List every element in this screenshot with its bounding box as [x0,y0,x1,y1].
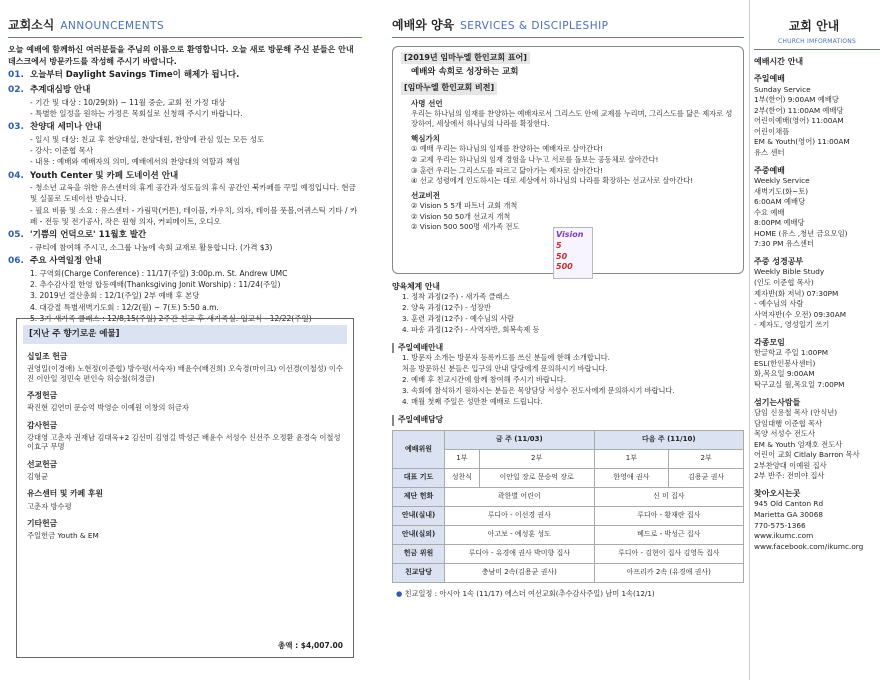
duty-row [393,468,744,487]
info-line: 2부 반주: 전미야 집사 [754,471,825,481]
announcement-title-row [8,85,362,97]
info-line: 새벽기도(화~토) [754,186,809,196]
info-heading-en: Sunday Service [754,84,811,94]
next-week-header: 다음 주 (11/10) [594,430,743,449]
duty-cell: 베드로 - 박성근 집사 [594,525,743,544]
core-values-list [401,144,735,187]
mission-label: 사명 선언 [411,98,443,108]
info-line: 사역자반(수 오전) 09:30AM [754,309,846,319]
growth-list [392,292,744,335]
duty-cell: 신 미 집사 [594,487,743,506]
fellowship-text: 친교일정 : 아시아 1속 (11/17) 에스더 여선교회(추수감사주일) 남미 1속(12/1) [404,588,655,598]
offerings-list [17,352,353,541]
info-line: EM & Youth(영어) 11:00AM [754,137,850,147]
offering-group [17,421,353,452]
duty-cell: 루디아 - 황재란 집사 [594,506,743,525]
announcement-line: - 큐티에 참여해 주시고, 소그룹 나눔에 속회 교재로 활용합니다. (가격 $3) [30,242,273,252]
growth-step: 1. 정착 과정(2주) - 새가족 클래스 [402,292,510,302]
duty-cell: 아고보 - 예성훈 성도 [445,525,594,544]
info-line: 담임대행 이준협 목사 [754,418,823,428]
announcement-line: - 기간 및 대상 : 10/29(화) ~ 11월 중순, 교회 전 가정 대상 [30,97,226,107]
info-line: 7:30 PM 유스센터 [754,239,814,249]
mission-text: 우리는 하나님의 임재를 찬양하는 예배자로서 그리스도 안에 교제를 누리며, 그리스도를 닮은 제자로 성장하여, 세상에서 하나님의 나라를 확장한다. [411,108,733,129]
growth-step: 2. 양육 과정(12주) - 성장반 [402,302,491,312]
duty-row [393,544,744,563]
services-column [392,0,744,680]
announcement-title: '기쁨의 언덕으로' 11월호 발간 [30,230,147,241]
offering-names: 권영일(이경애) 노현정(이준협) 방수평(서숙자) 배윤수(배진희) 오숙경(마이크) 이선경(이철성) 이수진 이안일 정민숙 편인숙 허승철(허경금) [27,364,343,383]
info-heading: 주중예배 [754,165,785,175]
info-block [754,338,880,391]
announcement-line: 2. 추수감사절 한영 합동예배(Thanksgiving Jonit Worship) : 11/24(주일) [30,280,281,290]
announcement-title-row [8,256,362,268]
vision-item: ② Vision 5 5개 파트너 교회 개척 [411,200,518,210]
guide-list [392,353,744,407]
info-block [754,74,880,158]
service-header: 1부 [445,449,480,468]
bullet-icon: ● [396,588,405,598]
guide-label: 주일예배안내 [392,343,744,353]
offering-group [17,460,353,482]
church-info-header [754,0,880,38]
duty-role: 헌금 위원 [393,544,445,563]
offering-names: 곽진현 김연미 문승억 박영순 이예원 이창의 허금자 [27,403,189,413]
core-value: ② 교제 우리는 하나님의 임재 경험을 나누고 서로를 돌보는 공동체로 살아간다! [411,154,659,164]
vision-badge-text: 500 [556,262,573,272]
duty-row [393,563,744,582]
offering-label: 감사헌금 [27,420,58,430]
info-line: 제자반(화 저녁) 07:30PM [754,288,839,298]
duty-label: 주일예배담당 [392,415,744,425]
info-heading: 각종모임 [754,337,785,347]
info-line: 어린이 교회 Citlaly Barron 목사 [754,450,860,460]
guide-item: 1. 방문자 소개는 방문자 등록카드를 쓰신 분들에 한해 소개합니다. [402,353,610,363]
announcement-title: 주요 사역일정 안내 [30,256,102,267]
service-header: 2부 [669,449,744,468]
church-info-subtitle: CHURCH IMFORMATIONS [754,38,880,50]
announcement-title-row [8,122,362,134]
info-line: ESL(한인봉사센터) [754,358,816,368]
church-info-column [749,0,880,680]
announcement-number: 05. [8,230,24,241]
guide-item: 3. 속회에 참석하기 원하시는 분들은 목양담당 서성수 전도사에게 문의하시기 바랍니다. [402,385,675,395]
announcement-item [8,171,362,228]
duty-role: 친교담당 [393,563,445,582]
info-line: 770-575-1366 [754,520,806,530]
info-heading: 섬기는사람들 [754,397,801,407]
announcement-title: Youth Center 및 카페 도네이션 안내 [30,170,179,181]
info-line: 1부(한어) 9:00AM 예배당 [754,95,839,105]
offering-group [17,489,353,511]
info-heading-en: Weekly Service [754,176,810,186]
duty-role: 대표 기도 [393,468,445,487]
welcome-text: 오늘 예배에 함께하신 여러분들을 주님의 이름으로 환영합니다. 오늘 새로 방문해 주신 분들은 안내 데스크에서 방문카드를 작성해 주시기 바랍니다. [8,45,354,66]
info-line: 수요 예배 [754,207,785,217]
info-block [754,398,880,482]
core-value: ③ 훈련 우리는 그리스도를 따르고 닮아가는 제자로 살아간다! [411,165,603,175]
announcements-column [0,0,370,680]
announcement-item [8,230,362,253]
info-heading: 주일예배 [754,74,785,84]
offering-group [17,519,353,541]
offering-names: 주일헌금 Youth & EM [27,531,99,541]
info-line: (인도 이준협 목사) [754,278,814,288]
info-line: 어린이채플 [754,126,790,136]
guide-item: 2. 예배 후 친교시간에 함께 참여해 주시기 바랍니다. [402,375,566,385]
vision-item: ② Vision 500 500명 새가족 전도 [411,222,520,232]
duty-role: 안내(실외) [393,525,445,544]
announcement-number: 02. [8,84,24,95]
info-block [754,257,880,331]
announcement-title-row [8,171,362,183]
guide-item: 4. 매월 첫째 주일은 성만찬 예배로 드립니다. [402,396,543,406]
announcement-line: - 필요 비품 및 소요 : 유스센터 - 가림막(커튼), 테이블, 카우치, 의자, 테이블 풋볼,어퀴스틱 기타 / 카페 - 전등 및 전기공사, 작은 원형 의자, 커피메이트, 오디오 [30,205,358,226]
announcements-title-ko: 교회소식 [8,18,55,33]
announcement-line: 3. 2019년 결산총회 : 12/1(주일) 2부 예배 후 본당 [30,291,200,301]
announcement-item [8,256,362,324]
duty-cell: 한영애 권사 [594,468,669,487]
core-values-label: 핵심가치 [411,134,440,144]
services-header [392,0,744,38]
duty-rows [393,468,744,582]
offerings-title: [지난 주 향기로운 예물] [23,325,347,344]
church-info-title: 교회 안내 [788,19,840,34]
announcement-title: 추계대심방 안내 [30,84,91,95]
vision-badge-text: Vision [556,230,584,239]
announcement-list [8,70,362,324]
offering-names: 김형균 [27,471,49,481]
growth-step: 4. 파송 과정(12주) - 사역자반, 회복속제 등 [402,324,540,334]
vision-item: ② Vision 50 50개 선교지 개척 [411,211,511,221]
motto-text: 예배와 속회로 성장하는 교회 [411,67,519,78]
info-line: HOME (유스 ,청년 금요모임) [754,228,848,238]
info-line: 탁구교실 월,목요일 7:00PM [754,380,845,390]
service-header: 1부 [594,449,669,468]
info-line: www.facebook.com/ikumc.org [754,541,864,551]
service-times-label: 예배시간 안내 [754,56,804,66]
this-week-header: 금 주 (11/03) [445,430,594,449]
announcement-line: 5. 3기 새가족 클래스 : 12/8,15(주일) 2주간 친교 후 새가족실. 입교식 - 12/22(주일) [30,313,312,323]
duty-cell: 충남미 2속(김용균 권사) [445,563,594,582]
vision-heading: [임마누엘 한인교회 비전] [401,82,497,94]
offering-label: 기타헌금 [27,519,58,529]
announcement-line: - 특별한 일정을 원하는 가정은 목회실로 신청해 주시기 바랍니다. [30,108,243,118]
announcements-header [8,0,362,38]
announcement-item [8,85,362,119]
duty-cell: 곽한별 어린이 [445,487,594,506]
info-line: 945 Old Canton Rd [754,499,824,509]
announcement-item [8,122,362,167]
info-heading-en: Weekly Bible Study [754,267,825,277]
duty-cell: 루디아 - 이선경 권사 [445,506,594,525]
offering-label: 주정헌금 [27,391,58,401]
info-line: 어린이예배(영어) 11:00AM [754,116,844,126]
announcement-line: 1. 구역회(Charge Conference) : 11/17(주일) 3:00p.m. St. Andrew UMC [30,268,288,278]
announcement-line: - 강사: 이준협 목사 [30,146,94,155]
core-value: ① 예배 우리는 하나님의 임재를 찬양하는 예배자로 살아간다! [411,143,603,153]
offering-group [17,352,353,383]
vision-badge-text: 5 [556,240,562,250]
vision-badge-text: 50 [556,251,568,261]
announcement-number: 03. [8,122,24,133]
duty-cell: 이안일 장로 문승억 장로 [479,468,594,487]
offering-names: 고춘자 방수평 [27,501,72,511]
info-line: - 제자도, 영성일기 쓰기 [754,320,830,330]
offering-names: 강대영 고춘자 권재남 김대욱+2 김선미 김영길 박성근 배윤수 서성수 신선주 오정환 윤경숙 이철성 이효구 무명 [27,432,341,452]
info-line: 화,목요일 9:00AM [754,369,815,379]
offering-group [17,391,353,413]
info-heading: 주중 성경공부 [754,257,804,267]
announcement-title: 오늘부터 Daylight Savings Time이 해제가 됩니다. [30,70,240,81]
services-title-en: SERVICES & DISCIPLESHIP [460,20,609,33]
announcement-title: 찬양대 세미나 안내 [30,122,102,133]
info-line: www.ikumc.com [754,531,814,541]
announcement-line: - 일시 및 대상: 친교 후 찬양대실, 찬양대원, 찬양에 관심 있는 모든 성도 [30,134,265,144]
duty-cell: 김용균 권사 [669,468,744,487]
announcement-line: - 청소년 교육을 위한 유스센터의 휴게 공간과 성도들의 휴식 공간인 북카페를 꾸밀 예정입니다. 현금 및 실물로 도네이션 받습니다. [30,183,356,204]
duty-cell: 아프리카 2속 (유경애 권사) [594,563,743,582]
announcement-line: 4. 대강절 특별새벽기도회 : 12/2(월) ~ 7(토) 5:50 a.m. [30,302,219,312]
announcement-line: - 내용 : 예배와 예배자의 의미, 예배에서의 찬양대의 역할과 책임 [30,157,241,167]
announcement-title-row [8,70,362,82]
guide-item: 처음 방문하신 분들은 입구의 안내 담당에게 문의하시기 바랍니다. [402,364,608,374]
duty-role: 제단 헌화 [393,487,445,506]
duty-row [393,525,744,544]
duty-cell: 루디아 - 유경애 권사 박미향 집사 [445,544,594,563]
duty-row [393,487,744,506]
duty-role: 안내(실내) [393,506,445,525]
info-line: Marietta GA 30068 [754,510,823,520]
info-line: EM & Youth 엄재호 전도사 [754,439,843,449]
info-line: 6:00AM 예배당 [754,197,806,207]
duty-table [392,430,744,583]
duty-row [393,506,744,525]
services-title-ko: 예배와 양육 [392,18,455,33]
mission-vision-label: 선교비전 [411,191,440,201]
core-value: ④ 선교 성령에게 인도하시는 대로 세상에서 하나님의 나라를 확장하는 선교사로 살아간다! [411,176,694,186]
offerings-total: 총액 : $4,007.00 [278,641,343,651]
offering-label: 유스센터 및 카페 후원 [27,489,103,499]
info-block [754,489,880,552]
duty-col-label: 예배위원 [393,430,445,468]
service-header-row [393,449,744,468]
offerings-box [16,318,354,658]
announcement-number: 06. [8,256,24,267]
info-line: 담임 신용철 목사 (안식년) [754,408,838,418]
announcement-title-row [8,230,362,242]
duty-cell: 루디아 - 김현이 집사 김영독 집사 [594,544,743,563]
info-line: 목양 서성수 전도사 [754,429,816,439]
info-line: 8:00PM 예배당 [754,218,805,228]
offering-label: 십일조 헌금 [27,352,68,362]
info-line: 유스 센터 [754,148,785,158]
info-block [754,166,880,250]
info-line: 한글학교 주일 1:00PM [754,348,829,358]
info-line: - 예수님의 사람 [754,299,804,309]
growth-step: 3. 훈련 과정(12주) - 예수님의 사람 [402,313,515,323]
announcements-title-en: ANNOUNCEMENTS [60,20,165,33]
announcement-item [8,70,362,82]
info-line: 2부(한어) 11:00AM 예배당 [754,105,844,115]
motto-heading: [2019년 임마누엘 한인교회 표어] [401,52,530,64]
service-header: 2부 [479,449,594,468]
duty-cell: 성찬식 [445,468,480,487]
info-heading: 찾아오시는곳 [754,489,801,499]
vision-box [392,46,744,274]
offering-label: 선교헌금 [27,459,58,469]
vision-badge-image [553,227,593,279]
church-info-list [754,74,880,552]
fellowship-schedule [392,589,744,600]
info-line: 2부찬양대 이예원 집사 [754,460,827,470]
announcement-number: 04. [8,170,24,181]
announcement-number: 01. [8,70,24,81]
growth-label: 양육체계 안내 [392,282,440,291]
